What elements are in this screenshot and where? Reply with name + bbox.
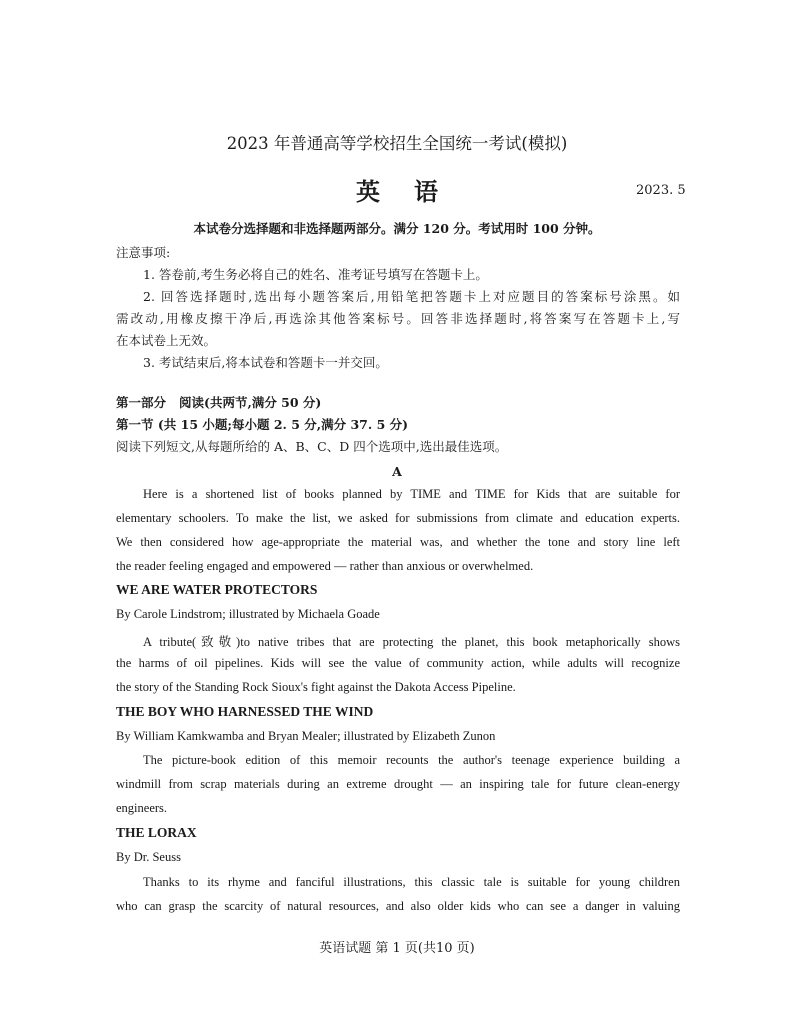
book-description-line: The picture-book edition of this memoir recounts the author's teenage experience building a: [143, 753, 680, 767]
book-description-line: the story of the Standing Rock Sioux's fight against the Dakota Access Pipeline.: [116, 680, 516, 694]
page-footer: 英语试题 第 1 页(共10 页): [319, 941, 475, 956]
book-author: By Carole Lindstrom; illustrated by Michaela Goade: [116, 607, 380, 621]
book-description-line: A tribute(致敬)to native tribes that are protecting the planet, this book metaphorically shows: [143, 635, 680, 649]
book-description-line: Thanks to its rhyme and fanciful illustrations, this classic tale is suitable for young children: [143, 875, 680, 889]
book-description-line: the harms of oil pipelines. Kids will see the value of community action, while adults will recognize: [116, 656, 680, 670]
note-item-3: 3. 考试结束后,将本试卷和答题卡一并交回。: [143, 355, 388, 370]
passage-line: elementary schoolers. To make the list, we asked for submissions from climate and education experts.: [116, 511, 680, 525]
note-item-2-line-1: 2. 回答选择题时,选出每小题答案后,用铅笔把答题卡上对应题目的答案标号涂黑。如: [143, 289, 680, 304]
passage-label: A: [392, 464, 402, 479]
exam-intro: 本试卷分选择题和非选择题两部分。满分 120 分。考试用时 100 分钟。: [193, 221, 601, 236]
passage-line: We then considered how age-appropriate the material was, and whether the tone and story line left: [116, 535, 680, 549]
section-instruction: 阅读下列短文,从每题所给的 A、B、C、D 四个选项中,选出最佳选项。: [116, 439, 508, 454]
note-item-2-line-3: 在本试卷上无效。: [116, 333, 217, 348]
book-author: By Dr. Seuss: [116, 850, 181, 864]
notes-heading: 注意事项:: [116, 245, 171, 260]
subject-title: 英语: [356, 177, 472, 206]
section-heading: 第一节 (共 15 小题;每小题 2. 5 分,满分 37. 5 分): [116, 417, 409, 432]
part-heading: 第一部分 阅读(共两节,满分 50 分): [116, 395, 322, 410]
book-author: By William Kamkwamba and Bryan Mealer; illustrated by Elizabeth Zunon: [116, 729, 496, 743]
note-item-2-line-2: 需改动,用橡皮擦干净后,再选涂其他答案标号。回答非选择题时,将答案写在答题卡上,写: [116, 311, 680, 326]
passage-line: the reader feeling engaged and empowered — rather than anxious or overwhelmed.: [116, 559, 534, 573]
exam-title: 2023 年普通高等学校招生全国统一考试(模拟): [226, 134, 568, 153]
book-description-line: windmill from scrap materials during an extreme drought — an inspiring tale for future clean-energy: [116, 777, 680, 791]
note-item-1: 1. 答卷前,考生务必将自己的姓名、准考证号填写在答题卡上。: [143, 267, 488, 282]
book-description-line: engineers.: [116, 801, 168, 815]
passage-line: Here is a shortened list of books planned by TIME and TIME for Kids that are suitable for: [143, 487, 680, 501]
book-title: THE LORAX: [116, 825, 197, 840]
book-description-line: who can grasp the scarcity of natural resources, and also older kids who can see a danger in valuing: [116, 899, 680, 913]
exam-date: 2023. 5: [636, 183, 686, 198]
book-title: WE ARE WATER PROTECTORS: [116, 582, 318, 597]
book-title: THE BOY WHO HARNESSED THE WIND: [116, 704, 374, 719]
